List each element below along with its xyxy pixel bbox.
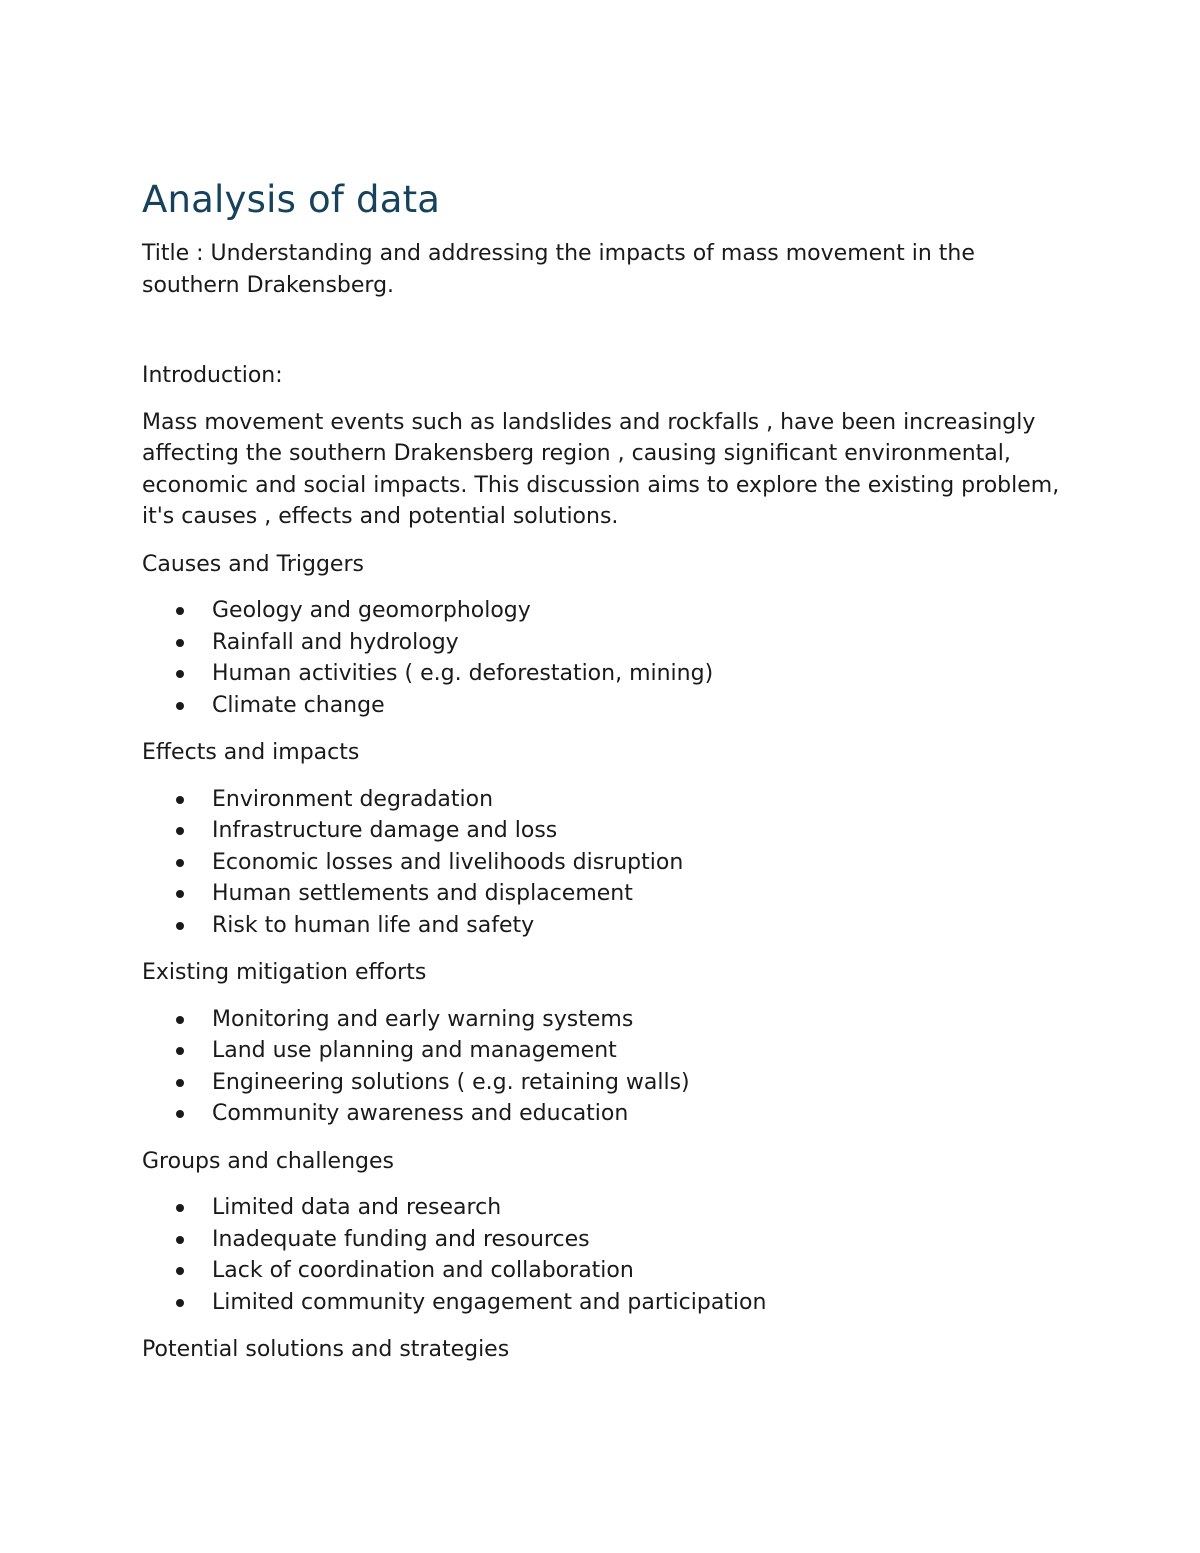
list-item-text: Human activities ( e.g. deforestation, mining) bbox=[212, 661, 714, 686]
bullet-icon bbox=[176, 1079, 184, 1087]
section-heading: Groups and challenges bbox=[142, 1148, 395, 1174]
list-item-text: Risk to human life and safety bbox=[212, 912, 535, 938]
bullet-icon bbox=[176, 1267, 184, 1275]
list-item bbox=[142, 690, 1062, 722]
list-item bbox=[142, 910, 1062, 942]
section-heading: Existing mitigation efforts bbox=[142, 960, 427, 985]
section-effects-and-impacts bbox=[142, 737, 1062, 941]
introduction-label: Introduction: bbox=[142, 363, 283, 388]
bullet-list bbox=[142, 595, 1062, 721]
list-item-text: Limited data and research bbox=[212, 1195, 502, 1220]
bullet-list bbox=[142, 1192, 1062, 1318]
section-causes-and-triggers bbox=[142, 549, 1062, 722]
list-item-text: Land use planning and management bbox=[212, 1038, 617, 1063]
bullet-icon bbox=[176, 670, 184, 678]
bullet-icon bbox=[176, 859, 184, 867]
section-existing-mitigation-efforts bbox=[142, 957, 1062, 1130]
bullet-icon bbox=[176, 1110, 184, 1118]
list-item bbox=[142, 1098, 1062, 1130]
list-item bbox=[142, 1192, 1062, 1224]
introduction-paragraph: Mass movement events such as landslides and rockfalls , have been increasingly affecting the southern Drakensberg region , causing significant environmental, economic and social impacts. This discussion aims to explore the existing problem, it's causes , effects and potential solutions. bbox=[142, 409, 1060, 529]
bullet-icon bbox=[176, 1299, 184, 1307]
document-page bbox=[142, 176, 1062, 1381]
section-heading: Causes and Triggers bbox=[142, 551, 364, 577]
list-item-text: Human settlements and displacement bbox=[212, 881, 633, 906]
section-groups-and-challenges bbox=[142, 1146, 1062, 1319]
list-item bbox=[142, 1287, 1062, 1319]
list-item bbox=[142, 658, 1062, 690]
bullet-icon bbox=[176, 1016, 184, 1024]
list-item bbox=[142, 847, 1062, 879]
bullet-list bbox=[142, 1004, 1062, 1130]
list-item bbox=[142, 627, 1062, 659]
list-item bbox=[142, 784, 1062, 816]
bullet-icon bbox=[176, 890, 184, 898]
list-item-text: Inadequate funding and resources bbox=[212, 1226, 590, 1252]
list-item-text: Engineering solutions ( e.g. retaining walls) bbox=[212, 1069, 690, 1095]
list-item-text: Limited community engagement and participation bbox=[212, 1289, 767, 1315]
list-item-text: Climate change bbox=[212, 692, 385, 718]
list-item bbox=[142, 1035, 1062, 1067]
bullet-icon bbox=[176, 1047, 184, 1055]
document-title-line: Title : Understanding and addressing the impacts of mass movement in the southern Drakensberg. bbox=[142, 241, 975, 298]
bullet-icon bbox=[176, 607, 184, 615]
final-section-heading: Potential solutions and strategies bbox=[142, 1337, 510, 1362]
bullet-icon bbox=[176, 796, 184, 804]
section-heading: Effects and impacts bbox=[142, 740, 360, 765]
list-item-text: Monitoring and early warning systems bbox=[212, 1006, 634, 1032]
list-item-text: Geology and geomorphology bbox=[212, 598, 531, 623]
list-item-text: Infrastructure damage and loss bbox=[212, 818, 558, 843]
list-item bbox=[142, 1067, 1062, 1099]
bullet-icon bbox=[176, 827, 184, 835]
list-item-text: Environment degradation bbox=[212, 786, 494, 812]
list-item bbox=[142, 1004, 1062, 1036]
document-heading: Analysis of data bbox=[142, 178, 441, 221]
list-item bbox=[142, 1224, 1062, 1256]
list-item-text: Lack of coordination and collaboration bbox=[212, 1258, 634, 1283]
list-item bbox=[142, 878, 1062, 910]
bullet-icon bbox=[176, 639, 184, 647]
list-item-text: Economic losses and livelihoods disruption bbox=[212, 849, 684, 875]
bullet-icon bbox=[176, 1236, 184, 1244]
bullet-icon bbox=[176, 922, 184, 930]
bullet-list bbox=[142, 784, 1062, 942]
bullet-icon bbox=[176, 702, 184, 710]
list-item bbox=[142, 815, 1062, 847]
list-item bbox=[142, 595, 1062, 627]
list-item-text: Rainfall and hydrology bbox=[212, 629, 459, 655]
list-item-text: Community awareness and education bbox=[212, 1101, 629, 1126]
list-item bbox=[142, 1255, 1062, 1287]
bullet-icon bbox=[176, 1204, 184, 1212]
